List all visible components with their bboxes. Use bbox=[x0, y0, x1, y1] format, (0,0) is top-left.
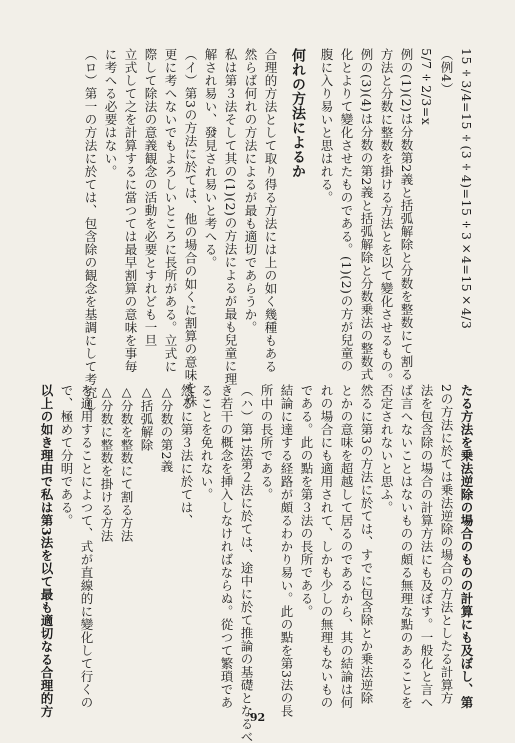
text-column: （イ）第3の方法に於ては、他の場合の如くに割算の意味を殊 bbox=[183, 48, 198, 408]
list-item: △分数の第2義 bbox=[159, 384, 174, 473]
formula-line: 15÷3/4=15÷(3÷4)=15÷3×4=15×4/3 bbox=[459, 48, 474, 330]
section-heading: 何れの方法によるか bbox=[290, 48, 306, 179]
text-column: で、極めて分明である。 bbox=[59, 384, 74, 527]
text-column: れの場合にも適用されて、しかも少しの無理もないもの bbox=[319, 384, 334, 709]
text-column: とかの意味を超越して居るのであるから、其の結論は何 bbox=[339, 384, 354, 709]
text-column: 私は第３法そして其の(1)(2)の方法によるが最も兒童に理 bbox=[223, 48, 238, 386]
text-column: 以上の如き理由で私は第3法を以て最も適切なる合理的方 bbox=[39, 384, 54, 719]
page-number: 92 bbox=[249, 711, 266, 724]
text-column: （ロ）第一の方法に於ては、包含除の観念を基調にして考究し bbox=[83, 48, 98, 412]
text-column: ば言へないことはないものの頗る無理な點のあることを bbox=[399, 384, 414, 709]
example-label: （例4） bbox=[439, 48, 454, 96]
list-item: △括弧解除 bbox=[139, 384, 154, 452]
text-column: 法を包含除の場合の計算方法にも及ぼす。一般化と言へ bbox=[419, 384, 434, 709]
list-item: △分数を整数にて割る方法 bbox=[119, 384, 134, 543]
text-column: たる方法を乗法逆除の場合のものの計算にも及ぼし、第 bbox=[459, 384, 474, 709]
text-column: 2の方法に於ては乗法逆除の場合の方法としたる計算方 bbox=[439, 384, 454, 705]
text-column: 更に考へないでもよろしいところに長所がある。立式に bbox=[163, 48, 178, 373]
text-column: 例の(3)(4)は分数の第2義と括弧解除と分数乗法の整数式 bbox=[359, 48, 374, 381]
text-column: （ハ）第1法第２法に於ては、途中に於て推論の基礎となるべ bbox=[239, 384, 254, 743]
text-column: 際して除法の意義観念の活動を必要とすれども一旦 bbox=[143, 48, 158, 347]
text-column: 腹に入り易いと思はれる。 bbox=[319, 48, 334, 204]
text-column: 化とよりて變化させたものである。(1)(2)の方が兒童の bbox=[339, 48, 354, 373]
text-column: 立式して之を計算するに當つては最早割算の意味を事毎 bbox=[123, 48, 138, 373]
text-column: である。此の點を第３法の長所である。 bbox=[299, 384, 314, 618]
text-column: き若干の概念を挿入しなければならぬ。從つて繁瑣であ bbox=[219, 384, 234, 709]
text-column: 合理的方法として取り得る方法には上の如く幾種もある bbox=[263, 48, 278, 373]
text-column: 然るに第３法に於ては、 bbox=[179, 384, 194, 527]
text-column: 否定されないと思ふ。 bbox=[379, 384, 394, 514]
text-column: を適用することによつて、式が直線的に變化して行くの bbox=[79, 384, 94, 709]
list-item: △分数に整数を掛ける方法 bbox=[99, 384, 114, 543]
text-column: 然るに第3の方法に於ては、すでに包含除とか乗法逆除 bbox=[359, 384, 374, 705]
formula-line: 5/7÷2/3=x bbox=[419, 48, 434, 126]
text-column: 然らば何れの方法によるが最も適切であらうか。 bbox=[243, 48, 258, 334]
text-column: 方法と分数に整数を掛ける方法とを以て變化させるもの。 bbox=[379, 48, 394, 386]
text-column: ることを免れない。 bbox=[199, 384, 214, 501]
text-column: 解され易い、發見され易いと考へる。 bbox=[203, 48, 218, 269]
upper-text-block bbox=[44, 48, 476, 412]
text-column: 結論に達する経路が頗るわかり易い。此の點を第3法の長 bbox=[279, 384, 294, 718]
text-column: 所中の長所である。 bbox=[259, 384, 274, 501]
text-column: に考へる必要はない。 bbox=[103, 48, 118, 178]
text-column: 例の(1)(2)は分数第2義と括弧解除と分数を整数にて割る bbox=[399, 48, 414, 381]
